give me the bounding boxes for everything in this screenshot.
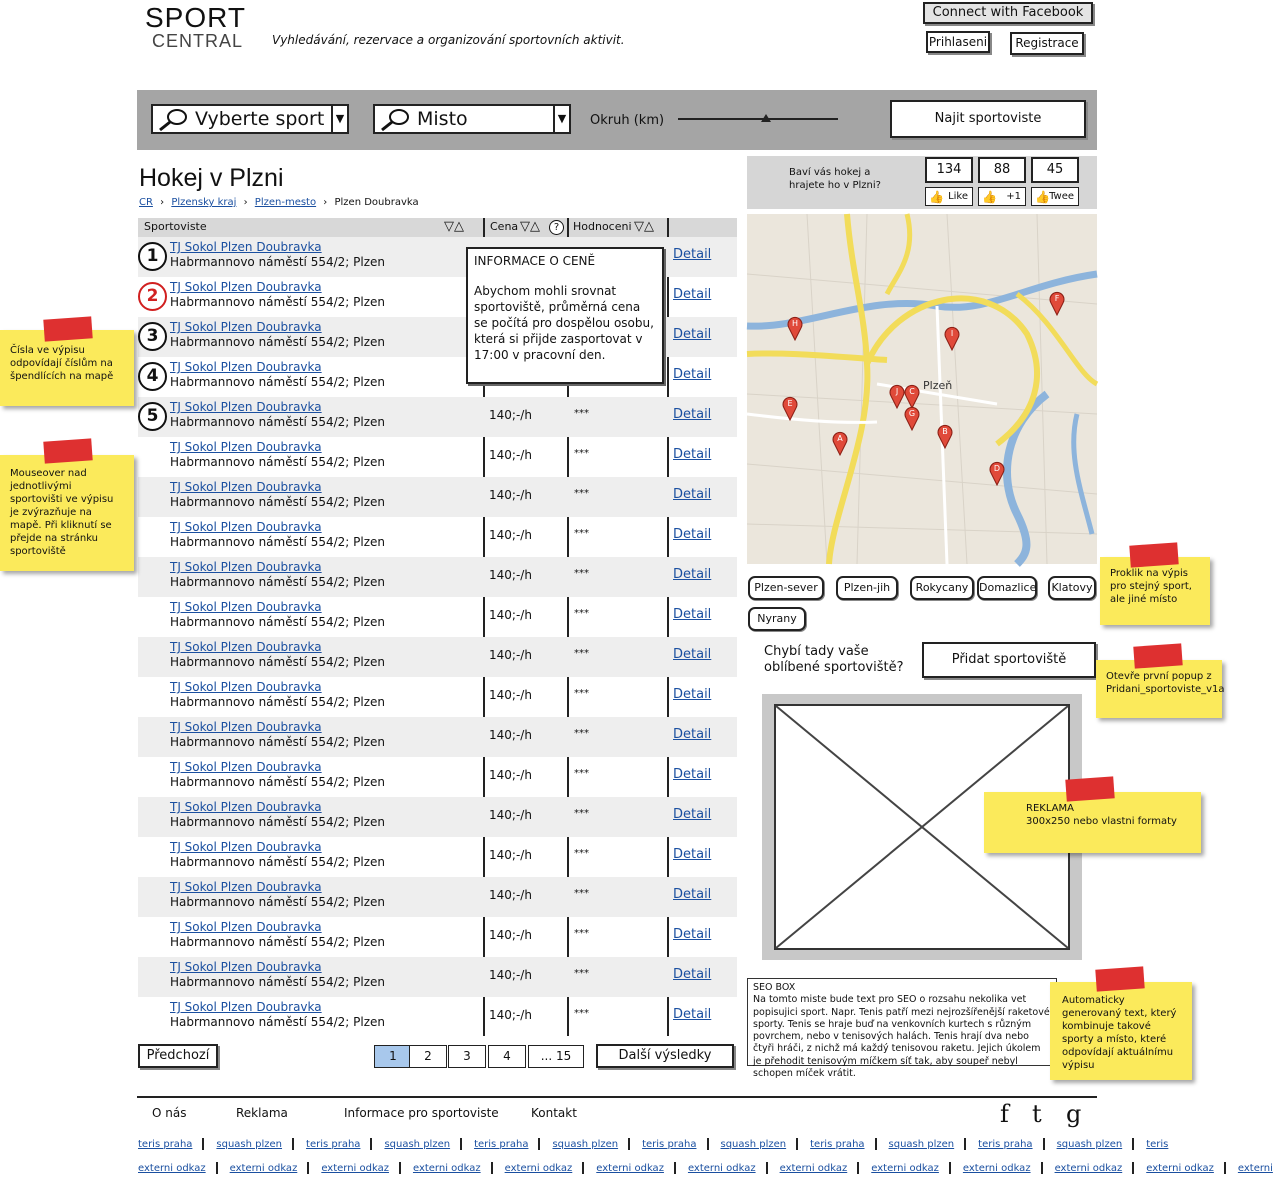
link-separator <box>1132 1138 1134 1150</box>
detail-link[interactable]: Detail <box>673 567 712 582</box>
header-rating: Hodnoceni <box>573 220 632 233</box>
note-mouseover-text: Mouseover nad jednotlivými sportovišti ve výpisu je zvýrazňuje na mapě. Při kliknutí se přejde na stránku sportoviště <box>10 468 114 557</box>
footer-external-link[interactable]: externi odkaz <box>504 1163 573 1174</box>
venue-rating: *** <box>574 408 589 419</box>
venue-name-link[interactable]: TJ Sokol Plzen Doubravka <box>170 480 322 494</box>
plusone-label: +1 <box>1006 191 1021 202</box>
venue-address: Habrmannovo náměstí 554/2; Plzen <box>170 415 386 429</box>
venue-name-link[interactable]: TJ Sokol Plzen Doubravka <box>170 720 322 734</box>
detail-link[interactable]: Detail <box>673 407 712 422</box>
map-marker-label: A <box>837 434 843 443</box>
note-tape <box>1095 966 1144 991</box>
venue-rating: *** <box>574 688 589 699</box>
note-popup <box>1096 660 1225 718</box>
venue-rating: *** <box>574 448 589 459</box>
venue-price: 140;-/h <box>489 1008 532 1022</box>
seo-text: Na tomto miste bude text pro SEO o rozsahu nekolika vet popisujici sport. Napr. Tenis patří mezi nejrozšířenější raketové sporty. Tenis se hraje buď na venkovních kurtech s různým povrchem, nebo v tenisových halách. Tenis hrají dva nebo čtyři hráči, z nichž má každý tenisovou raketu. Jejich úkolem je přehodit tenisovým míčkem síť tak, aby soupeř nebyl schopen míček vrátit. <box>753 994 1050 1080</box>
chevron-right-icon: › <box>323 197 328 208</box>
place-select-value: Misto <box>417 108 468 130</box>
map-marker-label: D <box>993 464 1001 473</box>
footer-external-link[interactable]: externi odkaz <box>138 1163 206 1174</box>
detail-link[interactable]: Detail <box>673 807 712 822</box>
detail-link[interactable]: Detail <box>673 327 712 342</box>
map-marker-label: F <box>1054 294 1060 303</box>
detail-link[interactable]: Detail <box>673 687 712 702</box>
footer-external-link[interactable]: externi odkaz <box>229 1163 298 1174</box>
table-row[interactable] <box>138 437 737 477</box>
sort-rating-icon[interactable]: ▽△ <box>634 219 654 234</box>
footer-external-link[interactable]: externi odkaz <box>321 1163 389 1174</box>
map-marker-label: I <box>950 329 954 338</box>
footer-external-link[interactable]: externi <box>1237 1163 1273 1174</box>
next-results-button[interactable]: Další výsledky <box>596 1044 734 1068</box>
venue-name-link[interactable]: TJ Sokol Plzen Doubravka <box>170 240 322 254</box>
note-numbers <box>0 330 134 406</box>
link-separator <box>216 1162 218 1174</box>
page-15-button[interactable]: ... 15 <box>528 1045 584 1068</box>
plusone-button[interactable] <box>978 187 1026 206</box>
venue-address: Habrmannovo náměstí 554/2; Plzen <box>170 775 386 789</box>
note-mouseover <box>0 455 134 571</box>
venue-rating: *** <box>574 848 589 859</box>
thumbs-up-icon: 👍 <box>1035 190 1050 204</box>
venue-price: 140;-/h <box>489 448 532 462</box>
note-ad <box>984 792 1201 853</box>
link-separator <box>491 1162 493 1174</box>
note-tape <box>43 438 92 463</box>
footer-external-link[interactable]: externi odkaz <box>596 1163 664 1174</box>
detail-link[interactable]: Detail <box>673 607 712 622</box>
city-klatovy[interactable]: Klatovy <box>1048 576 1096 600</box>
footer-divider <box>137 1096 1097 1098</box>
venue-name-link[interactable]: TJ Sokol Plzen Doubravka <box>170 360 322 374</box>
table-row[interactable] <box>138 877 737 917</box>
venue-address: Habrmannovo náměstí 554/2; Plzen <box>170 855 386 869</box>
venue-map[interactable] <box>747 214 1097 564</box>
map-marker-label: H <box>791 319 799 328</box>
detail-link[interactable]: Detail <box>673 1007 712 1022</box>
detail-link[interactable]: Detail <box>673 847 712 862</box>
map-marker-label: E <box>787 399 793 408</box>
register-button[interactable]: Registrace <box>1010 32 1084 55</box>
venue-price: 140;-/h <box>489 888 532 902</box>
venue-address: Habrmannovo náměstí 554/2; Plzen <box>170 655 386 669</box>
link-separator <box>674 1162 676 1174</box>
venue-rating: *** <box>574 888 589 899</box>
link-separator <box>399 1162 401 1174</box>
note-ad-size: 300x250 nebo vlastni formaty <box>1026 816 1177 827</box>
link-separator <box>875 1138 877 1150</box>
seo-title: SEO BOX <box>753 982 796 993</box>
venue-rating: *** <box>574 1008 589 1019</box>
missing-venue-question: Chybí tady vaše oblíbené sportoviště? <box>764 644 904 675</box>
venue-rating: *** <box>574 808 589 819</box>
map-marker-label: J <box>895 387 899 396</box>
map-marker-label: G <box>908 409 916 418</box>
footer-link-about[interactable]: O nás <box>152 1106 187 1120</box>
table-row[interactable] <box>138 477 737 517</box>
venue-name-link[interactable]: TJ Sokol Plzen Doubravka <box>170 880 322 894</box>
social-question: Baví vás hokej a hrajete ho v Plzni? <box>789 167 881 191</box>
city-plzen-jih[interactable]: Plzen-jih <box>836 576 898 600</box>
note-tape <box>43 316 92 341</box>
tweet-button[interactable] <box>1031 187 1079 206</box>
map-canvas[interactable] <box>747 214 1097 564</box>
link-separator <box>370 1138 372 1150</box>
venue-name-link[interactable]: TJ Sokol Plzen Doubravka <box>170 600 322 614</box>
like-count: 134 <box>925 157 973 183</box>
venue-rating: *** <box>574 648 589 659</box>
page-4-button[interactable]: 4 <box>488 1045 526 1068</box>
venue-name-link[interactable]: TJ Sokol Plzen Doubravka <box>170 400 322 414</box>
radius-slider-thumb[interactable] <box>761 114 771 122</box>
footer-seo-link[interactable]: squash plzen <box>720 1139 787 1150</box>
venue-address: Habrmannovo náměstí 554/2; Plzen <box>170 295 386 309</box>
table-row[interactable] <box>138 517 737 557</box>
table-row[interactable] <box>138 917 737 957</box>
radius-slider-track[interactable] <box>678 118 838 120</box>
link-separator <box>949 1162 951 1174</box>
detail-link[interactable]: Detail <box>673 887 712 902</box>
venue-address: Habrmannovo náměstí 554/2; Plzen <box>170 495 386 509</box>
footer-seo-link[interactable]: teris praha <box>978 1139 1033 1150</box>
footer-seo-link[interactable]: teris praha <box>306 1139 361 1150</box>
map-marker-number: 4 <box>138 362 167 391</box>
breadcrumb-current: Plzen Doubravka <box>334 197 419 208</box>
city-nyrany[interactable]: Nyrany <box>748 607 806 631</box>
breadcrumb-item[interactable]: CR <box>139 197 153 208</box>
venue-rating: *** <box>574 728 589 739</box>
venue-rating: *** <box>574 608 589 619</box>
venue-rating: *** <box>574 528 589 539</box>
venue-name-link[interactable]: TJ Sokol Plzen Doubravka <box>170 960 322 974</box>
venue-name-link[interactable]: TJ Sokol Plzen Doubravka <box>170 440 322 454</box>
link-separator <box>460 1138 462 1150</box>
venue-name-link[interactable]: TJ Sokol Plzen Doubravka <box>170 520 322 534</box>
link-separator <box>707 1138 709 1150</box>
link-separator <box>1043 1138 1045 1150</box>
facebook-icon[interactable]: f <box>1000 1100 1009 1128</box>
table-row[interactable] <box>138 797 737 837</box>
plusone-count: 88 <box>978 157 1026 183</box>
city-rokycany[interactable]: Rokycany <box>910 576 974 600</box>
note-cities-text: Proklik na výpis pro stejný sport, ale jiné místo <box>1110 568 1192 605</box>
venue-name-link[interactable]: TJ Sokol Plzen Doubravka <box>170 800 322 814</box>
venue-address: Habrmannovo náměstí 554/2; Plzen <box>170 975 386 989</box>
sport-select[interactable] <box>151 104 349 134</box>
detail-link[interactable]: Detail <box>673 647 712 662</box>
link-separator <box>628 1138 630 1150</box>
venue-name-link[interactable]: TJ Sokol Plzen Doubravka <box>170 640 322 654</box>
note-tape <box>1133 643 1182 668</box>
logo-central[interactable]: CENTRAL <box>152 31 244 51</box>
table-row[interactable] <box>138 397 737 437</box>
venue-address: Habrmannovo náměstí 554/2; Plzen <box>170 695 386 709</box>
sport-select-value: Vyberte sport <box>195 108 325 130</box>
venue-price: 140;-/h <box>489 648 532 662</box>
footer-external-link[interactable]: externi odkaz <box>1054 1163 1123 1174</box>
table-row[interactable] <box>138 837 737 877</box>
detail-link[interactable]: Detail <box>673 527 712 542</box>
note-tape <box>1129 542 1178 567</box>
detail-link[interactable]: Detail <box>673 487 712 502</box>
racket-icon <box>379 108 411 132</box>
note-tape <box>1065 776 1114 801</box>
venue-price: 140;-/h <box>489 968 532 982</box>
popup-body: Abychom mohli srovnat sportoviště, průměrná cena se počítá pro dospělou osobu, která si přijde zasportovat v 17:00 v pracovní den. <box>474 284 654 362</box>
venue-price: 140;-/h <box>489 768 532 782</box>
tagline: Vyhledávání, rezervace a organizování sportovních aktivit. <box>272 33 625 47</box>
header-price: Cena <box>490 220 519 233</box>
detail-link[interactable]: Detail <box>673 247 712 262</box>
footer-seo-link[interactable]: teris <box>1146 1139 1169 1150</box>
tweet-count: 45 <box>1031 157 1079 183</box>
footer-external-link[interactable]: externi odkaz <box>871 1163 939 1174</box>
venue-price: 140;-/h <box>489 848 532 862</box>
table-row[interactable] <box>138 637 737 677</box>
link-separator <box>538 1138 540 1150</box>
like-label: Like <box>948 191 968 202</box>
note-numbers-text: Čísla ve výpisu odpovídají číslům na špendlících na mapě <box>10 345 114 382</box>
venue-price: 140;-/h <box>489 808 532 822</box>
breadcrumb-item[interactable]: Plzensky kraj <box>171 197 237 208</box>
link-separator <box>307 1162 309 1174</box>
table-row[interactable] <box>138 677 737 717</box>
footer-link-contact[interactable]: Kontakt <box>531 1106 577 1120</box>
table-row[interactable] <box>138 717 737 757</box>
venue-price: 140;-/h <box>489 608 532 622</box>
add-venue-button[interactable]: Přidat sportoviště <box>922 642 1096 678</box>
footer-external-links <box>138 1162 1273 1174</box>
thumbs-up-icon: 👍 <box>929 190 944 204</box>
venue-address: Habrmannovo náměstí 554/2; Plzen <box>170 815 386 829</box>
venue-price: 140;-/h <box>489 688 532 702</box>
results-table-header <box>138 218 737 237</box>
detail-link[interactable]: Detail <box>673 967 712 982</box>
map-marker-number: 2 <box>138 282 167 311</box>
footer-external-link[interactable]: externi odkaz <box>687 1163 756 1174</box>
venue-address: Habrmannovo náměstí 554/2; Plzen <box>170 535 386 549</box>
map-marker-label: B <box>942 427 948 436</box>
page-2-button[interactable]: 2 <box>409 1045 447 1068</box>
like-button[interactable] <box>925 187 973 206</box>
footer-seo-links <box>138 1138 1169 1150</box>
footer-seo-link[interactable]: squash plzen <box>216 1139 283 1150</box>
breadcrumb-item[interactable]: Plzen-mesto <box>254 197 317 208</box>
link-separator <box>582 1162 584 1174</box>
venue-address: Habrmannovo náměstí 554/2; Plzen <box>170 375 386 389</box>
venue-address: Habrmannovo náměstí 554/2; Plzen <box>170 615 386 629</box>
footer-seo-link[interactable]: squash plzen <box>552 1139 619 1150</box>
venue-name-link[interactable]: TJ Sokol Plzen Doubravka <box>170 920 322 934</box>
venue-rating: *** <box>574 768 589 779</box>
thumbs-up-icon: 👍 <box>982 190 997 204</box>
footer-seo-link[interactable]: teris praha <box>642 1139 697 1150</box>
footer-link-ads[interactable]: Reklama <box>236 1106 288 1120</box>
venue-address: Habrmannovo náměstí 554/2; Plzen <box>170 895 386 909</box>
tweet-label: Twee <box>1049 191 1074 202</box>
map-marker-number: 5 <box>138 402 167 431</box>
link-separator <box>766 1162 768 1174</box>
venue-name-link[interactable]: TJ Sokol Plzen Doubravka <box>170 280 322 294</box>
detail-link[interactable]: Detail <box>673 287 712 302</box>
chevron-right-icon: › <box>243 197 248 208</box>
note-popup-text: Otevře první popup z Pridani_sportoviste_v1a <box>1106 671 1225 695</box>
footer-external-link[interactable]: externi odkaz <box>1146 1163 1214 1174</box>
price-info-popup <box>466 247 664 384</box>
detail-link[interactable]: Detail <box>673 767 712 782</box>
link-separator <box>964 1138 966 1150</box>
detail-link[interactable]: Detail <box>673 927 712 942</box>
footer-seo-link[interactable]: teris praha <box>474 1139 529 1150</box>
footer-seo-link[interactable]: squash plzen <box>384 1139 451 1150</box>
link-separator <box>292 1138 294 1150</box>
venue-price: 140;-/h <box>489 408 532 422</box>
page-3-button[interactable]: 3 <box>448 1045 486 1068</box>
venue-rating: *** <box>574 488 589 499</box>
venue-name-link[interactable]: TJ Sokol Plzen Doubravka <box>170 320 322 334</box>
map-city-label: Plzeň <box>923 379 953 392</box>
venue-address: Habrmannovo náměstí 554/2; Plzen <box>170 1015 386 1029</box>
map-marker-number: 1 <box>138 242 167 271</box>
venue-name-link[interactable]: TJ Sokol Plzen Doubravka <box>170 760 322 774</box>
logo-sport[interactable]: SPORT <box>145 2 246 33</box>
footer-link-venue-info[interactable]: Informace pro sportoviste <box>344 1106 499 1120</box>
breadcrumb <box>139 197 423 208</box>
table-row[interactable] <box>138 557 737 597</box>
venue-name-link[interactable]: TJ Sokol Plzen Doubravka <box>170 840 322 854</box>
page-1-button[interactable]: 1 <box>374 1045 412 1068</box>
note-ad-title: REKLAMA <box>1026 803 1074 814</box>
venue-price: 140;-/h <box>489 488 532 502</box>
venue-price: 140;-/h <box>489 728 532 742</box>
chevron-down-icon[interactable]: ▼ <box>553 106 569 132</box>
note-seo-text: Automaticky generovaný text, který kombinuje takové sporty a místo, které odpovídají aktuálnímu výpisu <box>1062 995 1177 1071</box>
chevron-right-icon: › <box>160 197 165 208</box>
venue-rating: *** <box>574 568 589 579</box>
link-separator <box>202 1138 204 1150</box>
venue-address: Habrmannovo náměstí 554/2; Plzen <box>170 935 386 949</box>
venue-rating: *** <box>574 928 589 939</box>
city-plzen-sever[interactable]: Plzen-sever <box>748 576 824 600</box>
previous-page-button[interactable]: Předchozí <box>138 1044 218 1068</box>
seo-box <box>747 978 1057 1080</box>
map-marker-number: 3 <box>138 322 167 351</box>
footer-external-link[interactable]: externi odkaz <box>779 1163 848 1174</box>
link-separator <box>1041 1162 1043 1174</box>
facebook-connect-button[interactable]: Connect with Facebook <box>923 2 1093 24</box>
venue-address: Habrmannovo náměstí 554/2; Plzen <box>170 335 386 349</box>
venue-address: Habrmannovo náměstí 554/2; Plzen <box>170 455 386 469</box>
venue-price: 140;-/h <box>489 528 532 542</box>
help-icon[interactable]: ? <box>549 220 564 235</box>
venue-name-link[interactable]: TJ Sokol Plzen Doubravka <box>170 560 322 574</box>
header-venue: Sportoviste <box>144 220 207 233</box>
link-separator <box>1132 1162 1134 1174</box>
city-domazlice[interactable]: Domazlice <box>977 576 1037 600</box>
detail-link[interactable]: Detail <box>673 447 712 462</box>
page-title: Hokej v Plzni <box>139 164 284 192</box>
footer-seo-link[interactable]: teris praha <box>138 1139 193 1150</box>
venue-name-link[interactable]: TJ Sokol Plzen Doubravka <box>170 1000 322 1014</box>
venue-price: 140;-/h <box>489 928 532 942</box>
map-marker-label: C <box>909 387 915 396</box>
link-separator <box>1224 1162 1226 1174</box>
sort-venue-icon[interactable]: ▽△ <box>444 219 464 234</box>
sort-price-icon[interactable]: ▽△ <box>520 219 540 234</box>
footer-external-link[interactable]: externi odkaz <box>412 1163 481 1174</box>
google-icon[interactable]: g <box>1066 1100 1082 1128</box>
venue-address: Habrmannovo náměstí 554/2; Plzen <box>170 575 386 589</box>
footer-seo-link[interactable]: squash plzen <box>888 1139 955 1150</box>
note-seo <box>1050 982 1192 1080</box>
footer-seo-link[interactable]: teris praha <box>810 1139 865 1150</box>
chevron-down-icon[interactable]: ▼ <box>331 106 347 132</box>
venue-price: 140;-/h <box>489 568 532 582</box>
popup-heading: INFORMACE O CENĚ <box>474 254 596 268</box>
table-row[interactable] <box>138 957 737 997</box>
table-row[interactable] <box>138 757 737 797</box>
table-row[interactable] <box>138 597 737 637</box>
twitter-icon[interactable]: t <box>1032 1100 1042 1128</box>
footer-seo-link[interactable]: squash plzen <box>1056 1139 1123 1150</box>
link-separator <box>796 1138 798 1150</box>
venue-name-link[interactable]: TJ Sokol Plzen Doubravka <box>170 680 322 694</box>
login-button[interactable]: Prihlaseni <box>926 31 990 53</box>
radius-label: Okruh (km) <box>590 113 665 128</box>
footer-external-link[interactable]: externi odkaz <box>962 1163 1031 1174</box>
venue-address: Habrmannovo náměstí 554/2; Plzen <box>170 255 386 269</box>
detail-link[interactable]: Detail <box>673 367 712 382</box>
link-separator <box>857 1162 859 1174</box>
table-row[interactable] <box>138 997 737 1037</box>
racket-icon <box>157 108 189 132</box>
place-select[interactable] <box>373 104 571 134</box>
venue-address: Habrmannovo náměstí 554/2; Plzen <box>170 735 386 749</box>
detail-link[interactable]: Detail <box>673 727 712 742</box>
venue-rating: *** <box>574 968 589 979</box>
note-cities <box>1100 557 1210 625</box>
find-venue-button[interactable]: Najit sportoviste <box>890 100 1086 138</box>
